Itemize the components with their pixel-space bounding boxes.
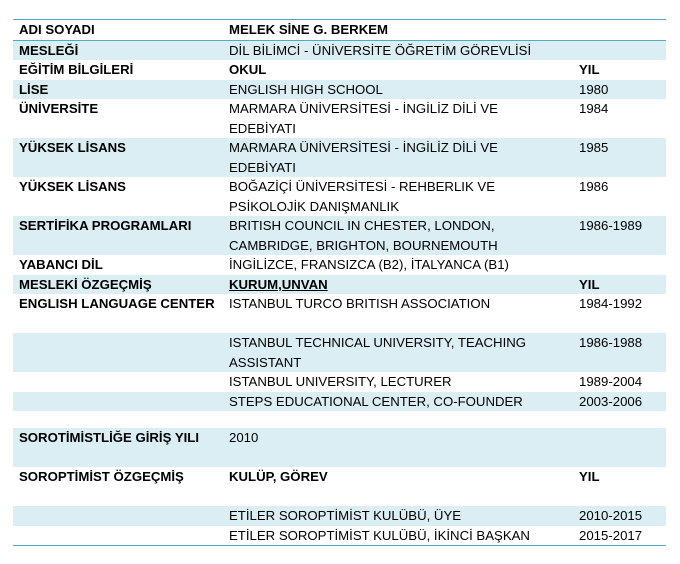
table-row-high-school [13,80,666,100]
row-label [13,392,223,412]
row-value: MARMARA ÜNİVERSİTESİ - İNGİLİZ DİLİ VE EDEBİYATI [229,101,498,136]
header-year-cell [573,20,666,41]
table-row-career-2 [13,333,666,372]
table-row-profession [13,40,666,60]
table-row-languages [13,255,666,275]
row-label: YABANCI DİL [19,257,103,272]
header-row [13,20,666,41]
row-value: BRITISH COUNCIL IN CHESTER, LONDON, CAMBRIDGE, BRIGHTON, BOURNEMOUTH [223,216,573,255]
row-label [13,372,223,392]
table-row-career-header [13,275,666,295]
table-row-education-header [13,60,666,80]
row-label: SOROPTİMİST ÖZGEÇMİŞ [19,469,184,484]
row-value: ETİLER SOROPTİMİST KULÜBÜ, ÜYE [223,506,573,526]
row-year: 1980 [573,80,666,100]
table-row-spacer [13,411,666,428]
row-label: ENGLISH LANGUAGE CENTER [19,296,215,311]
row-label: EĞİTİM BİLGİLERİ [19,62,134,77]
table-row-soroptimist-header [13,467,666,506]
row-label: SOROTİMİSTLİĞE GİRİŞ YILI [13,428,223,467]
row-label: LİSE [13,80,223,100]
cv-document [13,19,666,546]
row-value: ISTANBUL UNIVERSITY, LECTURER [229,374,452,389]
row-year: 1986-1989 [573,216,666,255]
year-column-header: YIL [579,62,600,77]
row-value: 2010 [223,428,573,467]
row-value: DİL BİLİMCİ - ÜNİVERSİTE ÖĞRETİM GÖREVLİSİ [223,40,573,60]
row-value: MARMARA ÜNİVERSİTESİ - İNGİLİZ DİLİ VE EDEBİYATI [223,138,573,177]
row-year: 1984-1992 [579,296,643,311]
row-year: 1984 [579,101,609,116]
row-label: MESLEĞİ [13,40,223,60]
year-column-header: YIL [579,469,600,484]
table-row-university [13,99,666,138]
row-label [13,526,223,546]
row-label [13,506,223,526]
table-row-career-3 [13,372,666,392]
row-year: 2003-2006 [573,392,666,412]
row-year [573,40,666,60]
name-value: MELEK SİNE G. BERKEM [223,20,573,41]
table-row-soroptimist-1 [13,506,666,526]
cv-table [13,19,666,546]
table-row-soroptimist-2 [13,526,666,546]
row-year: 1986-1988 [573,333,666,372]
row-value: BOĞAZİÇİ ÜNİVERSİTESİ - REHBERLIK VE PSİKOLOJİK DANIŞMANLIK [229,179,496,214]
row-value: İNGİLİZCE, FRANSIZCA (B2), İTALYANCA (B1) [229,257,509,272]
table-row-soroptimist-entry [13,428,666,467]
row-value: ENGLISH HIGH SCHOOL [223,80,573,100]
row-value: ETİLER SOROPTİMİST KULÜBÜ, İKİNCİ BAŞKAN [229,527,530,543]
table-row-certificates [13,216,666,255]
school-column-header: OKUL [229,62,267,77]
row-label [13,333,223,372]
row-year [573,255,666,275]
row-label: SERTİFİKA PROGRAMLARI [13,216,223,255]
table-row-career-4 [13,392,666,412]
row-year: 1986 [579,179,609,194]
row-year: 2015-2017 [579,527,643,543]
name-label: ADI SOYADI [13,20,223,41]
row-label: MESLEKİ ÖZGEÇMİŞ [13,275,223,295]
row-year: 1989-2004 [579,374,643,389]
institution-column-header: KURUM,UNVAN [223,275,573,295]
row-year [573,428,666,467]
row-label: YÜKSEK LİSANS [13,138,223,177]
row-label: ÜNİVERSİTE [19,101,99,116]
table-row-masters-1 [13,138,666,177]
year-column-header: YIL [573,275,666,295]
row-label: YÜKSEK LİSANS [19,179,126,194]
row-year: 1985 [573,138,666,177]
row-value: ISTANBUL TECHNICAL UNIVERSITY, TEACHING ASSISTANT [223,333,573,372]
row-value: ISTANBUL TURCO BRITISH ASSOCIATION [229,296,491,311]
row-year: 2010-2015 [573,506,666,526]
table-row-career-1 [13,294,666,333]
table-row-masters-2 [13,177,666,216]
row-value: STEPS EDUCATIONAL CENTER, CO-FOUNDER [223,392,573,412]
club-column-header: KULÜP, GÖREV [229,469,328,484]
